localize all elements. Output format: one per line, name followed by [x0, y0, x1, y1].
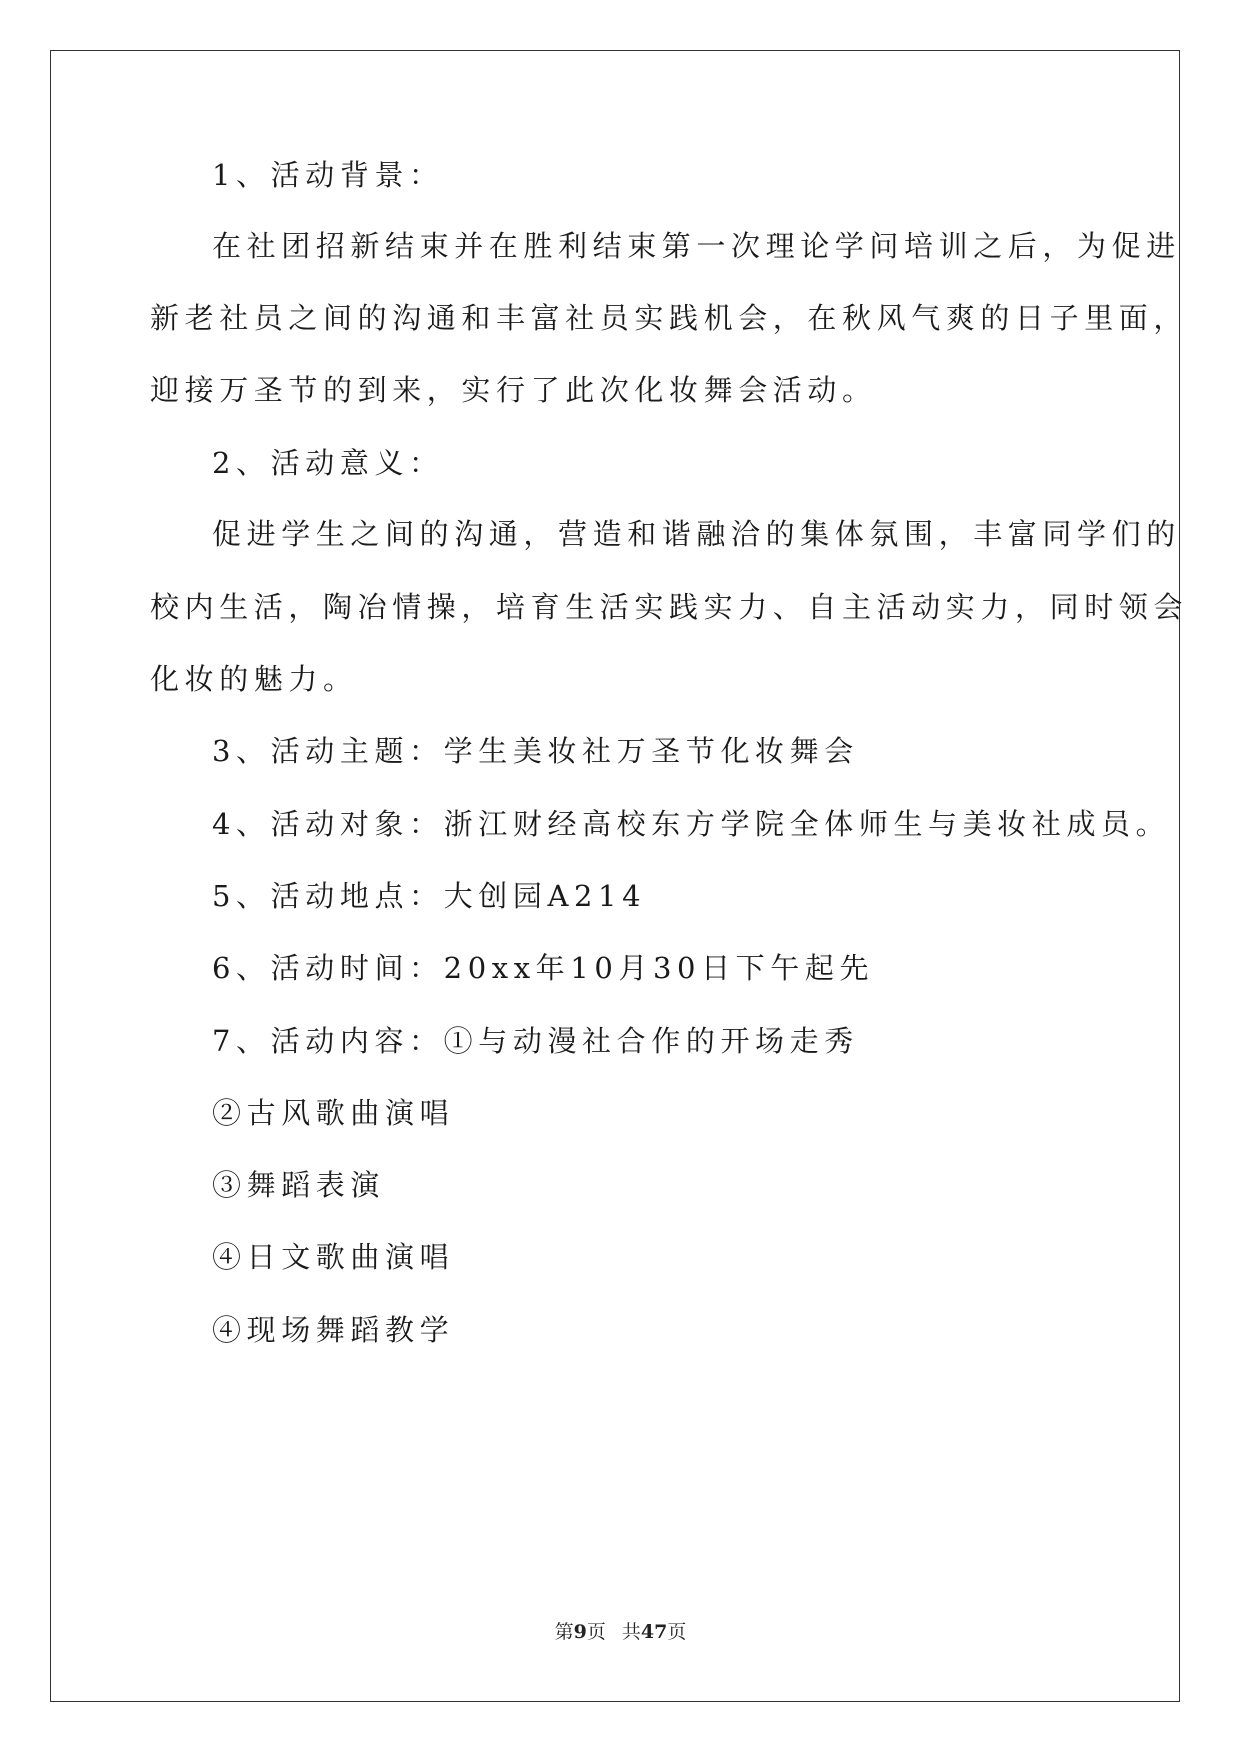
total-pages: 47: [640, 1621, 668, 1643]
section-heading-background: 1、活动背景：: [212, 158, 444, 192]
total-prefix: 共: [621, 1621, 641, 1643]
content-item: ④现场舞蹈教学: [212, 1313, 455, 1347]
activity-content: 7、活动内容：①与动漫社合作的开场走秀: [212, 1024, 859, 1058]
page-number: 9: [573, 1621, 587, 1643]
activity-location: 5、活动地点：大创园A214: [212, 879, 647, 913]
section-heading-significance: 2、活动意义：: [212, 446, 444, 480]
content-item: ③舞蹈表演: [212, 1168, 386, 1202]
paragraph-line: 化妆的魅力。: [150, 662, 358, 696]
page-footer: [0, 1617, 1241, 1644]
paragraph-line: 促进学生之间的沟通，营造和谐融洽的集体氛围，丰富同学们的: [212, 517, 1181, 551]
total-suffix: 页: [667, 1621, 687, 1643]
content-item: ④日文歌曲演唱: [212, 1240, 455, 1274]
page-prefix: 第: [554, 1621, 574, 1643]
paragraph-line: 在社团招新结束并在胜利结束第一次理论学问培训之后，为促进: [212, 229, 1181, 263]
activity-theme: 3、活动主题：学生美妆社万圣节化妆舞会: [212, 734, 859, 768]
activity-audience: 4、活动对象：浙江财经高校东方学院全体师生与美妆社成员。: [212, 807, 1171, 841]
paragraph-line: 新老社员之间的沟通和丰富社员实践机会，在秋风气爽的日子里面，: [150, 301, 1189, 335]
paragraph-line: 迎接万圣节的到来，实行了此次化妆舞会活动。: [150, 373, 877, 407]
activity-time: 6、活动时间：20xx年10月30日下午起先: [212, 951, 875, 985]
content-item: ②古风歌曲演唱: [212, 1096, 455, 1130]
page-suffix: 页: [586, 1621, 606, 1643]
paragraph-line: 校内生活，陶冶情操，培育生活实践实力、自主活动实力，同时领会: [150, 590, 1189, 624]
